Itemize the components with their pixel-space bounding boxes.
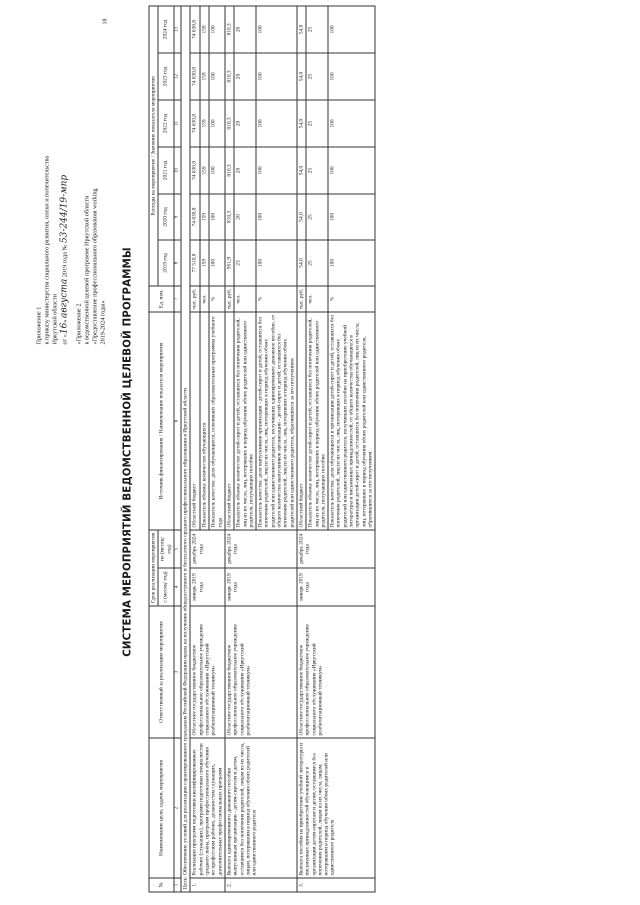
date-mid: » [61,318,69,323]
year-value: 100 [256,240,297,286]
col-header-name: Наименование цели, задачи, мероприятия [149,738,174,878]
handwritten-month: августа [59,278,70,319]
col-header-year: 2023 год [158,53,174,100]
col-header-year: 2019 год [158,240,174,286]
indicator-unit: % [328,286,375,312]
year-value: 100 [328,194,375,240]
year-value: 74 630,8 [190,100,199,147]
year-value: 100 [328,147,375,194]
col-header-no: № [149,878,174,892]
col-number: 4 [174,568,181,606]
header-line: «Предоставление профессионального образования working [91,188,99,345]
header-row [149,6,158,892]
handwritten-order-number: 53-244/19-мпр [59,174,70,244]
year-value: 810,3 [225,147,234,194]
header-line: Иркутской области [51,294,59,345]
col-number: 12 [174,53,181,100]
indicator-label: Показатель объема: количество детей-сирот и детей, оставшихся без попечения родителей, лиц из их числа, лиц, потерявших в период обучения обоих родителей или единственного родителя, получающих пособие [306,312,328,530]
col-number: 1 [174,878,181,892]
indicator-label: Показатель качества: доля выпускников организации - детей-сирот и детей, оставшихся без попечения родителей, лиц из их числа, лиц, потерявших в период обучения обоих родителей или единственного родителя, получивших единовременное денежное пособие, от общего количества выпускников организации - детей-сирот и детей, оставшихся без попечения родителей, лиц из их числа, лиц, потерявших в период обучения обоих родителей или единственного родителя, обратившихся за его получением [256,312,297,530]
col-number: 2 [174,738,181,878]
col-header-source: Источник финансирования / Наименование показателя мероприятия [149,312,174,530]
col-header-unit: Ед. изм. [149,286,174,312]
year-value: 74 630,8 [190,194,199,240]
year-value: 159 [200,6,209,53]
page-number: 18 [102,18,109,25]
year-value: 100 [256,147,297,194]
year-value: 100 [256,53,297,100]
year-value: 74 630,8 [190,6,199,53]
col-header-year: 2020 год [158,194,174,240]
year-value: 54,0 [297,147,306,194]
year-value: 20 [234,147,256,194]
header-line: к приказу министерства социального развития, опеки и попечительства [43,155,51,345]
indicator-unit: тыс. руб. [190,286,199,312]
year-value: 100 [209,240,225,286]
col-header-from: с (месяц/ год) [158,568,174,606]
column-number-row [174,6,181,892]
indicator-unit: % [209,286,225,312]
term-to: декабрь 2024 года [190,530,224,568]
col-header-term: Срок реализации мероприятия [149,530,158,606]
year-value: 100 [209,194,225,240]
year-value: 100 [209,100,225,147]
year-value: 159 [200,147,209,194]
date-mid: 2019 года № [61,243,69,279]
header-line: Приложение 1 [35,306,43,345]
term-to: декабрь 2024 года [297,530,375,568]
indicator-unit: чел. [234,286,256,312]
indicator-label: Показатель качества: доля обучающихся в организации детей-сирот и детей, оставшихся без попечения родителей, лиц из их числа, лиц, потерявших в период обучения обоих родителей или единственного родителя, получивших пособие на приобретение учебной литературы и письменных принадлежностей, от общего количества обучающихся в организации детей-сирот и детей, оставшихся без попечения родителей, лиц из их числа, лиц, потерявших в период обучения обоих родителей или единственного родителя, обратившихся за его получением [328,312,375,530]
col-number: 6 [174,312,181,530]
year-value: 25 [306,53,328,100]
col-header-year: 2024 год [158,6,174,53]
term-from: январь 2019 года [225,568,297,606]
approval-header [36,15,109,345]
year-value: 54,0 [297,53,306,100]
measure-number: 3. [297,878,375,892]
measures-table [149,5,376,892]
header-line: 2019-2024 годы» [99,300,107,345]
year-value: 25 [306,240,328,286]
col-header-responsible: Ответственный за реализацию мероприятия [149,606,174,738]
term-to: декабрь 2024 года [225,530,297,568]
year-value: 159 [200,100,209,147]
col-number: 11 [174,100,181,147]
header-line: «Приложение 2 [75,303,83,345]
year-value: 100 [256,6,297,53]
col-number: 7 [174,286,181,312]
year-value: 23 [234,240,256,286]
indicator-unit: % [256,286,297,312]
col-header-year: 2022 год [158,100,174,147]
goal-row [181,6,190,892]
measure-name: Выплата единовременного денежного пособия выпускникам организации - детям-сиротам и детям, оставшимся без попечения родителей, лицам из их числа, лицам, потерявшим в период обучения обоих родителей или единственного родителя [225,738,297,878]
order-date-line [60,15,69,345]
col-number: 5 [174,530,181,568]
year-value: 100 [209,6,225,53]
year-value: 810,3 [225,53,234,100]
indicator-unit: тыс. руб. [225,286,234,312]
table-body [174,6,375,892]
year-value: 20 [234,194,256,240]
year-value: 20 [234,100,256,147]
measure-responsible: Областное государственное бюджетное профессиональное образовательное учреждение социального обслуживания «Иркутский реабилитационный техникум» [297,606,375,738]
year-value: 100 [328,6,375,53]
indicator-unit: тыс. руб. [297,286,306,312]
year-value: 54,0 [297,194,306,240]
year-value: 77 510,8 [190,240,199,286]
year-value: 810,3 [225,194,234,240]
year-value: 74 630,8 [190,53,199,100]
table-row [190,6,199,892]
year-value: 100 [328,240,375,286]
year-value: 159 [200,53,209,100]
col-number: 3 [174,606,181,738]
term-from: январь 2019 года [190,568,224,606]
indicator-unit: чел. [306,286,328,312]
year-value: 810,3 [225,6,234,53]
year-value: 25 [306,100,328,147]
col-header-to: по (месяц/ год) [158,530,174,568]
program-goal: Цель: Обеспечение условий для реализации гарантированного гражданам Российской Федерации права на получение общедоступного и бесплатного среднего профессионального образования в Иркутской области [181,6,190,892]
year-value: 54,0 [297,6,306,53]
year-value: 100 [256,194,297,240]
year-value: 74 630,8 [190,147,199,194]
indicator-label: Областной бюджет [225,312,234,530]
year-value: 159 [200,194,209,240]
year-value: 54,0 [297,240,306,286]
col-number: 8 [174,240,181,286]
year-value: 20 [234,6,256,53]
measure-number: 1. [190,878,224,892]
indicator-unit: чел. [200,286,209,312]
year-value: 20 [234,53,256,100]
indicator-label: Показатель качества: доля обучающихся, освоивших образовательные программы учебного года [209,312,225,530]
col-number: 9 [174,194,181,240]
term-from: январь 2019 года [297,568,375,606]
year-value: 100 [328,100,375,147]
indicator-label: Показатель объема: количество обучающихся [200,312,209,530]
measure-responsible: Областное государственное бюджетное профессиональное образовательное учреждение социального обслуживания «Иркутский реабилитационный техникум» [225,606,297,738]
measure-number: 2. [225,878,297,892]
col-header-year: 2021 год [158,147,174,194]
year-value: 100 [209,53,225,100]
col-number: 10 [174,147,181,194]
indicator-label: Областной бюджет [297,312,306,530]
date-prefix: от « [61,334,69,345]
table-row [297,6,306,892]
measure-name: Реализация программ подготовки квалифицированных рабочих (служащих), программ подготовки специалистов среднего звена, программ профессионального обучения по профессиям рабочих, должностям служащих, дополнительных профессиональных программ [190,738,224,878]
measure-name: Выплата пособия на приобретение учебной литературы и письменных принадлежностей обучающимся в организации детям-сиротам и детям, оставшимся без попечения родителей, лицам из их числа, лицам, потерявшим в период обучения обоих родителей или единственного родителя [297,738,375,878]
col-header-values: Расходы на мероприятие / Значение показателя мероприятия [149,6,158,286]
handwritten-day: 16 [59,322,70,335]
document-page [1,0,640,905]
year-value: 810,3 [225,100,234,147]
year-value: 100 [328,53,375,100]
year-value: 100 [256,100,297,147]
year-value: 25 [306,6,328,53]
indicator-label: Областной бюджет [190,312,199,530]
year-value: 159 [200,240,209,286]
table-row [225,6,234,892]
measure-responsible: Областное государственное бюджетное профессиональное образовательное учреждение социального обслуживания «Иркутский реабилитационный техникум» [190,606,224,738]
indicator-label: Показатель объема: количество детей-сирот и детей, оставшихся без попечения родителей, лиц из их числа, лиц, потерявших в период обучения обоих родителей или единственного родителя, получающих пособие [234,312,256,530]
year-value: 54,0 [297,100,306,147]
year-value: 25 [306,194,328,240]
year-value: 25 [306,147,328,194]
col-number: 13 [174,6,181,53]
document-title: СИСТЕМА МЕРОПРИЯТИЙ ВЕДОМСТВЕННОЙ ЦЕЛЕВОЙ ПРОГРАММЫ [122,247,134,657]
year-value: 100 [209,147,225,194]
year-value: 951,9 [225,240,234,286]
header-line: к ведомственной целевой программе Иркутской области [83,195,91,345]
